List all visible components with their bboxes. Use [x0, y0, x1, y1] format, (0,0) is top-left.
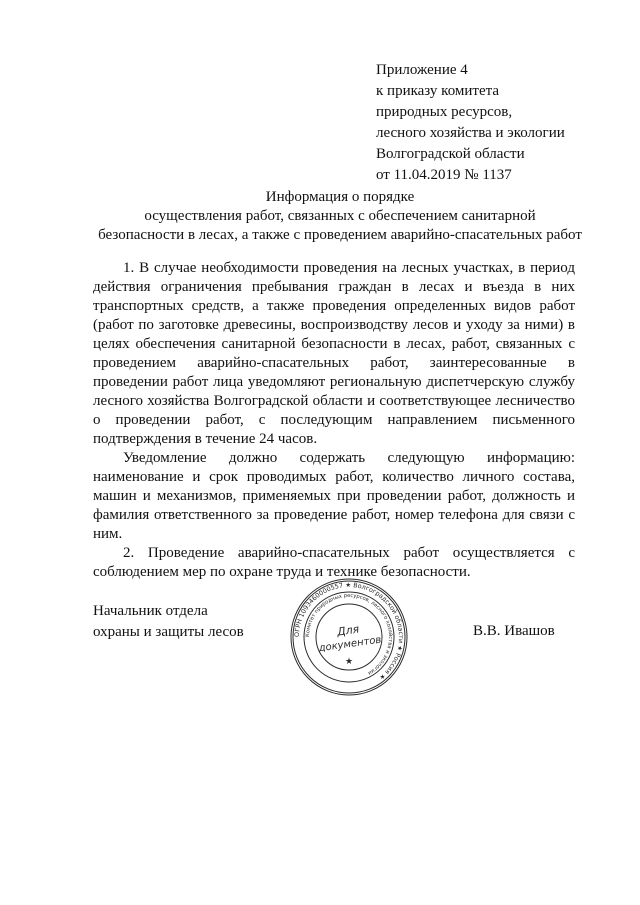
- appendix-line: Приложение 4: [376, 62, 468, 78]
- paragraph: 2. Проведение аварийно-спасательных работ осуществляется с соблюдением мер по охране труда и технике безопасности.: [93, 545, 575, 580]
- appendix-line: к приказу комитета: [376, 83, 500, 99]
- round-stamp: [288, 576, 410, 698]
- stamp-star-icon: ★: [344, 656, 354, 666]
- stamp-center-line: Для: [336, 622, 361, 639]
- position-line: охраны и защиты лесов: [93, 624, 244, 640]
- appendix-line: природных ресурсов,: [376, 104, 513, 120]
- stamp-center-line: документов: [318, 634, 383, 655]
- appendix-line: Волгоградской области: [376, 146, 525, 162]
- title-line: осуществления работ, связанных с обеспечением санитарной: [144, 208, 536, 224]
- stamp-ring-path: ОГРН 1093460000557 ★ Волгоградской области ★ Россия ★: [292, 580, 406, 682]
- document-title: [40, 188, 640, 245]
- position-line: Начальник отдела: [93, 603, 208, 619]
- appendix-line: лесного хозяйства и экологии: [376, 125, 565, 141]
- signer-name: В.В. Ивашов: [473, 623, 555, 639]
- paragraph: 1. В случае необходимости проведения на лесных участках, в период действия ограничения пребывания граждан в лесах и въезда в них транспортных средств, а также проведения определенных видов работ (работ по заготовке древесины, воспроизводству лесов и уходу за ними) в целях обеспечения санитарной безопасности в лесах, работ, связанных с проведением аварийно-спасательных работ, заинтересованные в проведении работ лица уведомляют региональную диспетчерскую службу лесного хозяйства Волгоградской области и соответствующее лесничество о проведении работ, с последующим направлением письменного подтверждения в течение 24 часов.: [93, 260, 575, 447]
- title-line: Информация о порядке: [265, 189, 415, 205]
- appendix-line: от 11.04.2019 № 1137: [376, 167, 512, 183]
- document-body: [93, 259, 575, 582]
- signature-position: [93, 601, 244, 643]
- stamp-inner-ring-path: Комитет природных ресурсов, лесного хозяйства и экологии: [304, 592, 394, 676]
- title-line: безопасности в лесах, а также с проведением аварийно-спасательных работ: [98, 227, 582, 243]
- appendix-header: [376, 60, 616, 186]
- paragraph: Уведомление должно содержать следующую информацию: наименование и срок проводимых работ, количество личного состава, машин и механизмов, применяемых при проведении работ, должность и фамилия ответственного за проведение работ, номер телефона для связи с ним.: [93, 450, 575, 542]
